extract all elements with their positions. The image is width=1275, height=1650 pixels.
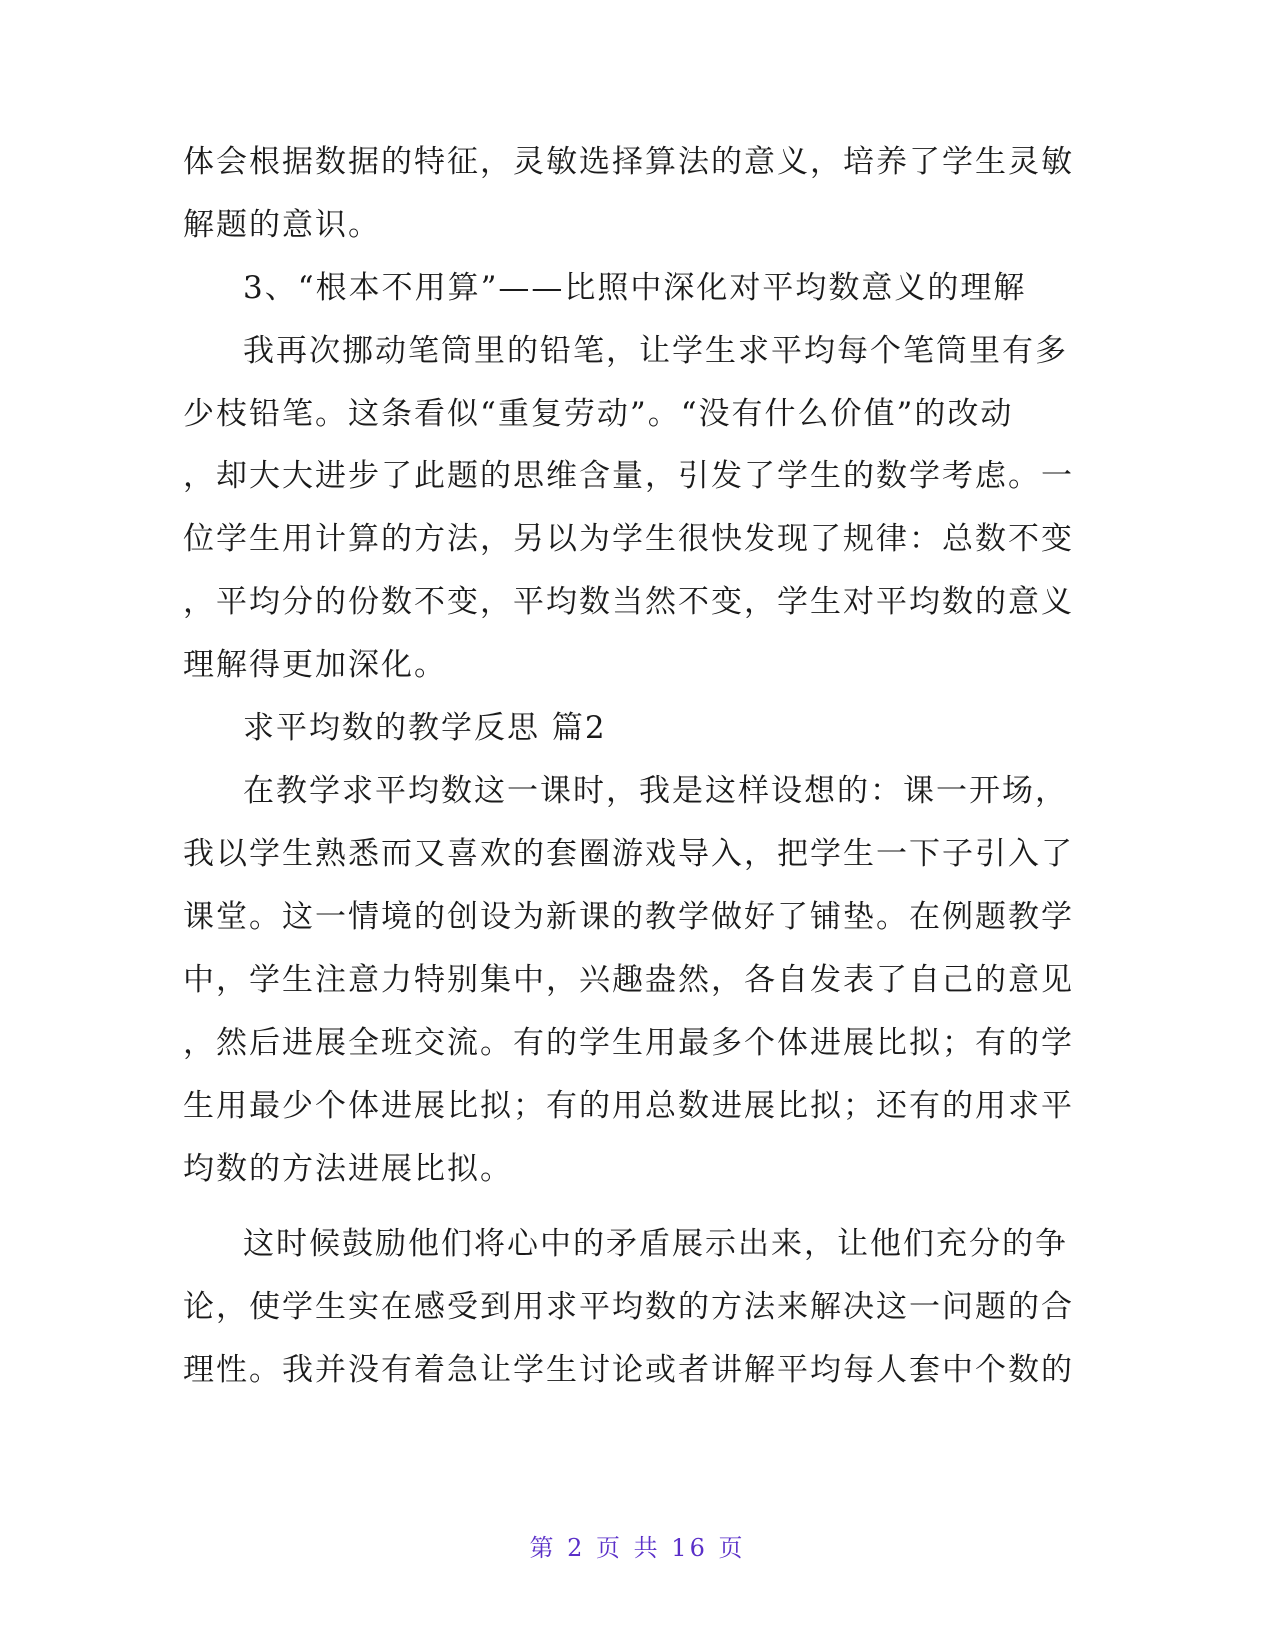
text-line: 中，学生注意力特别集中，兴趣盎然，各自发表了自己的意见 xyxy=(183,962,1074,998)
text-line: 课堂。这一情境的创设为新课的教学做好了铺垫。在例题教学 xyxy=(183,899,1074,935)
text-line: 这时候鼓励他们将心中的矛盾展示出来，让他们充分的争 xyxy=(243,1226,1068,1262)
text-line: ，平均分的份数不变，平均数当然不变，学生对平均数的意义 xyxy=(183,584,1074,620)
text-line: ，却大大进步了此题的思维含量，引发了学生的数学考虑。一 xyxy=(183,458,1074,494)
text-line: 理性。我并没有着急让学生讨论或者讲解平均每人套中个数的 xyxy=(183,1352,1074,1388)
text-line: 体会根据数据的特征，灵敏选择算法的意义，培养了学生灵敏 xyxy=(183,144,1074,180)
text-line: 生用最少个体进展比拟；有的用总数进展比拟；还有的用求平 xyxy=(183,1088,1074,1124)
text-line: 解题的意识。 xyxy=(183,207,381,243)
article-title: 求平均数的教学反思 篇2 xyxy=(243,710,607,746)
text-line: 理解得更加深化。 xyxy=(183,647,447,683)
text-line: 位学生用计算的方法，另以为学生很快发现了规律：总数不变 xyxy=(183,521,1074,557)
section-heading: 3、“根本不用算”——比照中深化对平均数意义的理解 xyxy=(243,270,1027,306)
text-line: 论，使学生实在感受到用求平均数的方法来解决这一问题的合 xyxy=(183,1289,1074,1325)
text-line: 均数的方法进展比拟。 xyxy=(183,1151,513,1187)
page-number-footer: 第 2 页 共 16 页 xyxy=(529,1534,746,1562)
text-line: 我再次挪动笔筒里的铅笔，让学生求平均每个笔筒里有多 xyxy=(243,333,1068,369)
text-line: 少枝铅笔。这条看似“重复劳动”。“没有什么价值”的改动 xyxy=(183,396,1014,432)
text-line: 在教学求平均数这一课时，我是这样设想的：课一开场， xyxy=(243,773,1068,809)
text-line: ，然后进展全班交流。有的学生用最多个体进展比拟；有的学 xyxy=(183,1025,1074,1061)
text-line: 我以学生熟悉而又喜欢的套圈游戏导入，把学生一下子引入了 xyxy=(183,836,1074,872)
